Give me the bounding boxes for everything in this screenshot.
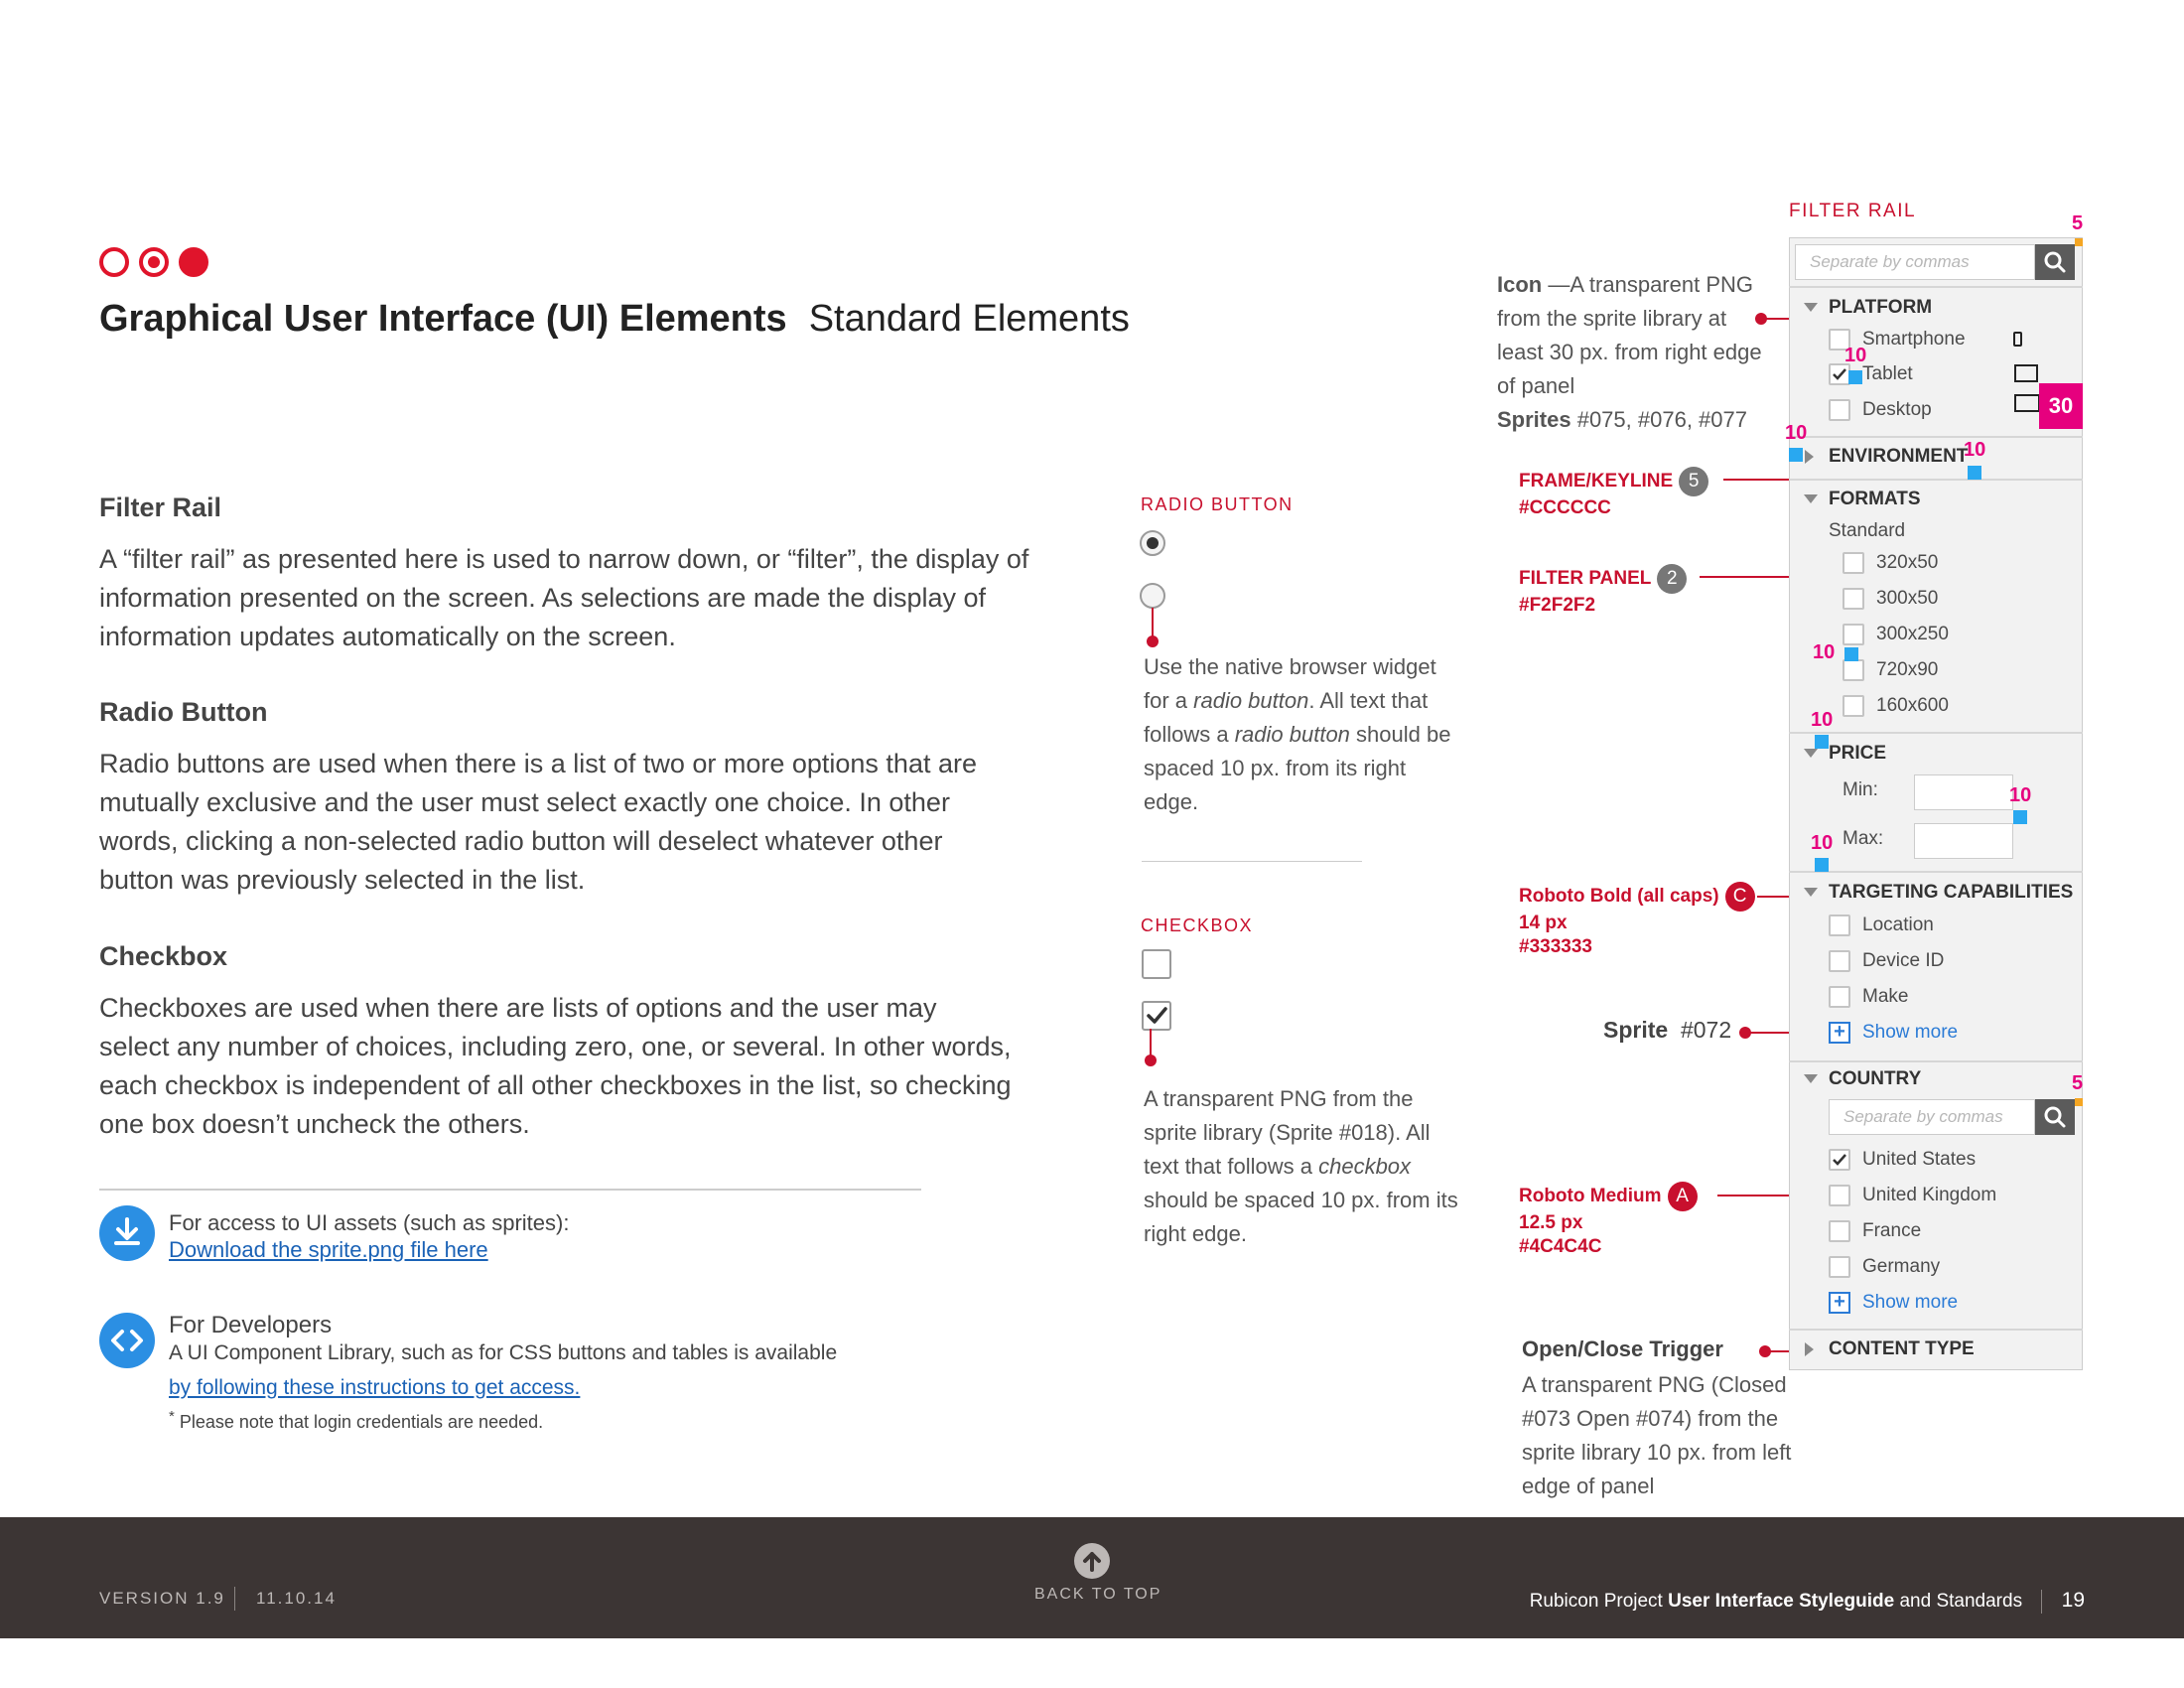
section-divider — [99, 1189, 921, 1191]
tablet-icon — [2014, 364, 2038, 382]
format-checkbox[interactable] — [1843, 552, 1864, 574]
arrow-up-icon — [1074, 1543, 1110, 1579]
price-min-label: Min: — [1843, 779, 1878, 800]
checkbox-note-em: checkbox — [1318, 1154, 1412, 1179]
plus-icon[interactable]: + — [1829, 1292, 1850, 1314]
footer-divider — [234, 1587, 235, 1611]
content-type-heading: CONTENT TYPE — [1829, 1338, 1975, 1359]
back-to-top-link[interactable]: BACK TO TOP — [1034, 1586, 1162, 1603]
page-subtitle: Standard Elements — [808, 298, 1130, 340]
radio-note-em-2: radio button — [1234, 722, 1350, 747]
format-option: 160x600 — [1876, 695, 1949, 716]
filter-rail-heading: Filter Rail — [99, 492, 222, 522]
radio-note-part-3: should be spaced 10 px. from its right edge. — [1144, 722, 1451, 814]
measure-10-max: 10 — [1811, 832, 1834, 854]
checkbox-pointer — [1150, 1029, 1152, 1060]
targeting-heading: TARGETING CAPABILITIES — [1829, 882, 2074, 903]
spacing-marker — [2013, 810, 2027, 824]
heading-font-color: #333333 — [1519, 936, 1592, 957]
format-option: 300x250 — [1876, 624, 1949, 644]
developers-body: A UI Component Library, such as for CSS buttons and tables is available — [169, 1341, 838, 1364]
platform-option: Tablet — [1862, 363, 1913, 384]
format-option: 300x50 — [1876, 588, 1939, 609]
measure-10-min: 10 — [2009, 784, 2032, 806]
frame-annotation-label: FRAME/KEYLINE — [1519, 471, 1674, 492]
brand-prefix: Rubicon Project — [1529, 1591, 1669, 1612]
developers-note — [169, 1408, 543, 1433]
targeting-option: Make — [1862, 986, 1909, 1007]
panel-badge: 2 — [1657, 564, 1687, 594]
icon-sprites-numbers: #075, #076, #077 — [1570, 407, 1747, 432]
code-icon[interactable] — [99, 1313, 155, 1368]
checkbox-checked[interactable] — [1142, 1001, 1171, 1031]
panel-separator — [1789, 732, 2083, 734]
targeting-option: Device ID — [1862, 950, 1945, 971]
sprite-annotation-number: #072 — [1680, 1017, 1732, 1043]
format-option: 720x90 — [1876, 659, 1939, 680]
trigger-title: Open/Close Trigger — [1522, 1336, 1723, 1361]
measure-marker-orange — [2075, 1098, 2083, 1106]
frame-annotation — [1519, 467, 1708, 520]
country-checkbox[interactable] — [1829, 1149, 1850, 1171]
country-checkbox[interactable] — [1829, 1185, 1850, 1206]
developers-instructions-link[interactable]: by following these instructions to get access. — [169, 1376, 581, 1399]
footer — [0, 1517, 2184, 1638]
footer-divider — [2041, 1590, 2042, 1614]
price-toggle-icon[interactable] — [1804, 749, 1818, 758]
icon-annotation-title: Icon — [1497, 272, 1543, 297]
footer-version: VERSION 1.9 — [99, 1589, 225, 1608]
format-checkbox[interactable] — [1843, 695, 1864, 717]
code-brackets-icon — [99, 1313, 155, 1368]
item-font-name: Roboto Medium — [1519, 1186, 1662, 1207]
radio-note-part-2: . All text that follows a — [1144, 688, 1429, 747]
radio-note-em-1: radio button — [1193, 688, 1309, 713]
checkbox-heading: Checkbox — [99, 941, 228, 971]
panel-annotation-color: #F2F2F2 — [1519, 595, 1596, 616]
plus-icon[interactable]: + — [1829, 1022, 1850, 1044]
title-text: Graphical User Interface (UI) Elements — [99, 298, 787, 340]
trigger-text: A transparent PNG (Closed #073 Open #074) from the sprite library 10 px. from left edge of panel — [1522, 1372, 1792, 1498]
country-search-input[interactable]: Separate by commas — [1829, 1099, 2035, 1135]
heading-badge: C — [1725, 882, 1755, 912]
country-search-button[interactable] — [2035, 1099, 2075, 1135]
radio-button-label: RADIO BUTTON — [1141, 494, 1294, 514]
filter-rail-body: A “filter rail” as presented here is used to narrow down, or “filter”, the display of information presented on the screen. As selections are made the display of information updates automatically on the screen. — [99, 544, 1029, 651]
price-max-input[interactable] — [1914, 823, 2013, 859]
spacing-marker — [1815, 858, 1829, 872]
footer-brand — [1530, 1589, 2085, 1614]
frame-annotation-line — [1723, 479, 1789, 481]
measure-10-formats: 10 — [1813, 641, 1836, 663]
checkbox-body: Checkboxes are used when there are lists of options and the user may select any number of choices, including zero, one, or several. In other words, each checkbox is independent of all other checkboxes in the list, so checking one box doesn’t uncheck the others. — [99, 993, 1012, 1139]
item-font-annotation — [1519, 1182, 1698, 1259]
checkbox-unchecked[interactable] — [1142, 949, 1171, 979]
frame-badge: 5 — [1679, 467, 1708, 496]
checkmark-icon — [1831, 1151, 1848, 1169]
page-number: 19 — [2061, 1589, 2085, 1612]
country-option: United States — [1862, 1149, 1977, 1170]
targeting-option: Location — [1862, 914, 1934, 935]
format-option: 320x50 — [1876, 552, 1939, 573]
country-toggle-icon[interactable] — [1804, 1074, 1818, 1083]
country-heading: COUNTRY — [1829, 1068, 1922, 1089]
search-icon — [2035, 1099, 2075, 1135]
item-badge: A — [1668, 1182, 1698, 1211]
measure-10-price-top: 10 — [1811, 709, 1834, 731]
panel-separator — [1789, 286, 2083, 288]
price-min-input[interactable] — [1914, 774, 2013, 810]
item-font-size: 12.5 px — [1519, 1212, 1583, 1233]
spacing-marker — [1968, 466, 1981, 480]
filter-rail-label: FILTER RAIL — [1789, 201, 1917, 221]
filter-search-button[interactable] — [2035, 244, 2075, 280]
country-checkbox[interactable] — [1829, 1256, 1850, 1278]
icon-sprites-title: Sprites — [1497, 407, 1571, 432]
assets-intro: For access to UI assets (such as sprites): — [169, 1210, 570, 1235]
checkmark-icon — [1831, 365, 1848, 383]
panel-annotation — [1519, 564, 1687, 618]
item-font-color: #4C4C4C — [1519, 1236, 1602, 1257]
country-show-more[interactable]: Show more — [1862, 1292, 1959, 1313]
platform-option: Smartphone — [1862, 329, 1966, 350]
format-checkbox[interactable] — [1843, 624, 1864, 645]
panel-annotation-line — [1700, 576, 1801, 578]
targeting-checkbox[interactable] — [1829, 950, 1850, 972]
checkmark-icon — [1144, 1003, 1169, 1029]
download-icon[interactable] — [99, 1205, 155, 1261]
filter-search-input[interactable]: Separate by commas — [1795, 244, 2035, 280]
radio-button-body: Radio buttons are used when there is a list of two or more options that are mutually exclusive and the user must select exactly one choice. In other words, clicking a non-selected radio button will deselect whatever other button was previously selected in the list. — [99, 749, 977, 895]
environment-heading: ENVIRONMENT — [1829, 446, 1969, 467]
formats-toggle-icon[interactable] — [1804, 494, 1818, 503]
measure-5-country: 5 — [2072, 1072, 2084, 1094]
targeting-show-more[interactable]: Show more — [1862, 1022, 1959, 1043]
sprite-annotation — [1603, 1017, 1731, 1044]
environment-toggle-icon[interactable] — [1805, 450, 1814, 464]
smartphone-icon — [2013, 332, 2022, 347]
icon-annotation — [1497, 268, 1765, 437]
checkbox-note-part-1: A transparent PNG from the sprite library (Sprite #018). All text that follows a — [1144, 1086, 1431, 1179]
country-option: France — [1862, 1220, 1922, 1241]
middle-divider — [1142, 861, 1362, 862]
desktop-icon — [2014, 394, 2040, 412]
checkbox-note — [1144, 1082, 1461, 1251]
radio-note-part-1: Use the native browser widget for a — [1144, 654, 1436, 713]
sprite-annotation-label: Sprite — [1603, 1017, 1669, 1043]
checkbox-label: CHECKBOX — [1141, 915, 1254, 935]
back-to-top-icon[interactable] — [1074, 1543, 1110, 1579]
spacing-marker — [1844, 647, 1858, 661]
formats-heading: FORMATS — [1829, 489, 1921, 509]
formats-sublabel: Standard — [1829, 520, 1906, 541]
radio-button-heading: Radio Button — [99, 697, 268, 727]
circle-filled-icon — [179, 247, 208, 277]
checkbox-note-part-2: should be spaced 10 px. from its right edge. — [1144, 1188, 1458, 1246]
footer-date: 11.10.14 — [256, 1589, 337, 1608]
radio-note — [1144, 650, 1461, 819]
country-option: United Kingdom — [1862, 1185, 1997, 1205]
download-arrow-icon — [99, 1205, 155, 1261]
price-max-label: Max: — [1843, 828, 1884, 849]
targeting-checkbox[interactable] — [1829, 986, 1850, 1008]
frame-annotation-color: #CCCCCC — [1519, 497, 1611, 518]
platform-toggle-icon[interactable] — [1804, 303, 1818, 312]
download-sprite-link[interactable]: Download the sprite.png file here — [169, 1237, 488, 1262]
spacing-marker — [1789, 448, 1803, 462]
format-checkbox[interactable] — [1843, 659, 1864, 681]
country-option: Germany — [1862, 1256, 1941, 1277]
note-text: Please note that login credentials are needed. — [179, 1412, 544, 1432]
heading-font-annotation — [1519, 882, 1755, 959]
content-type-toggle-icon[interactable] — [1805, 1342, 1814, 1356]
search-icon — [2035, 244, 2075, 280]
targeting-checkbox[interactable] — [1829, 914, 1850, 936]
radio-selected[interactable] — [1140, 530, 1165, 556]
platform-checkbox[interactable] — [1829, 399, 1850, 421]
panel-separator — [1789, 436, 2083, 438]
country-checkbox[interactable] — [1829, 1220, 1850, 1242]
brand-suffix: and Standards — [1894, 1591, 2023, 1612]
panel-separator — [1789, 1329, 2083, 1331]
panel-annotation-label: FILTER PANEL — [1519, 568, 1652, 590]
platform-option: Desktop — [1862, 399, 1932, 420]
platform-heading: PLATFORM — [1829, 297, 1933, 318]
measure-5-top: 5 — [2072, 212, 2084, 234]
targeting-toggle-icon[interactable] — [1804, 888, 1818, 897]
spacing-marker — [1815, 735, 1829, 749]
heading-font-name: Roboto Bold (all caps) — [1519, 886, 1719, 908]
measure-10-env-right: 10 — [1964, 439, 1986, 461]
circle-dot-icon — [139, 247, 169, 277]
panel-separator — [1789, 871, 2083, 873]
radio-pointer — [1152, 608, 1154, 641]
measure-10-tablet: 10 — [1844, 345, 1867, 366]
format-checkbox[interactable] — [1843, 588, 1864, 610]
heading-font-size: 14 px — [1519, 913, 1568, 933]
note-asterisk: * — [169, 1408, 175, 1425]
measure-30-badge: 30 — [2039, 383, 2083, 429]
panel-separator — [1789, 479, 2083, 481]
measure-10-env-left: 10 — [1785, 422, 1808, 444]
brand-title: User Interface Styleguide — [1668, 1591, 1895, 1612]
spacing-marker — [1848, 370, 1862, 384]
radio-unselected[interactable] — [1140, 583, 1165, 609]
measure-marker-orange — [2075, 238, 2083, 246]
circle-outline-icon — [99, 247, 129, 277]
panel-separator — [1789, 1060, 2083, 1062]
page-title — [99, 298, 1130, 341]
icon-annotation-text: —A transparent PNG from the sprite library at least 30 px. from right edge of panel — [1497, 272, 1762, 398]
developers-title: For Developers — [169, 1312, 333, 1338]
price-heading: PRICE — [1829, 743, 1887, 764]
